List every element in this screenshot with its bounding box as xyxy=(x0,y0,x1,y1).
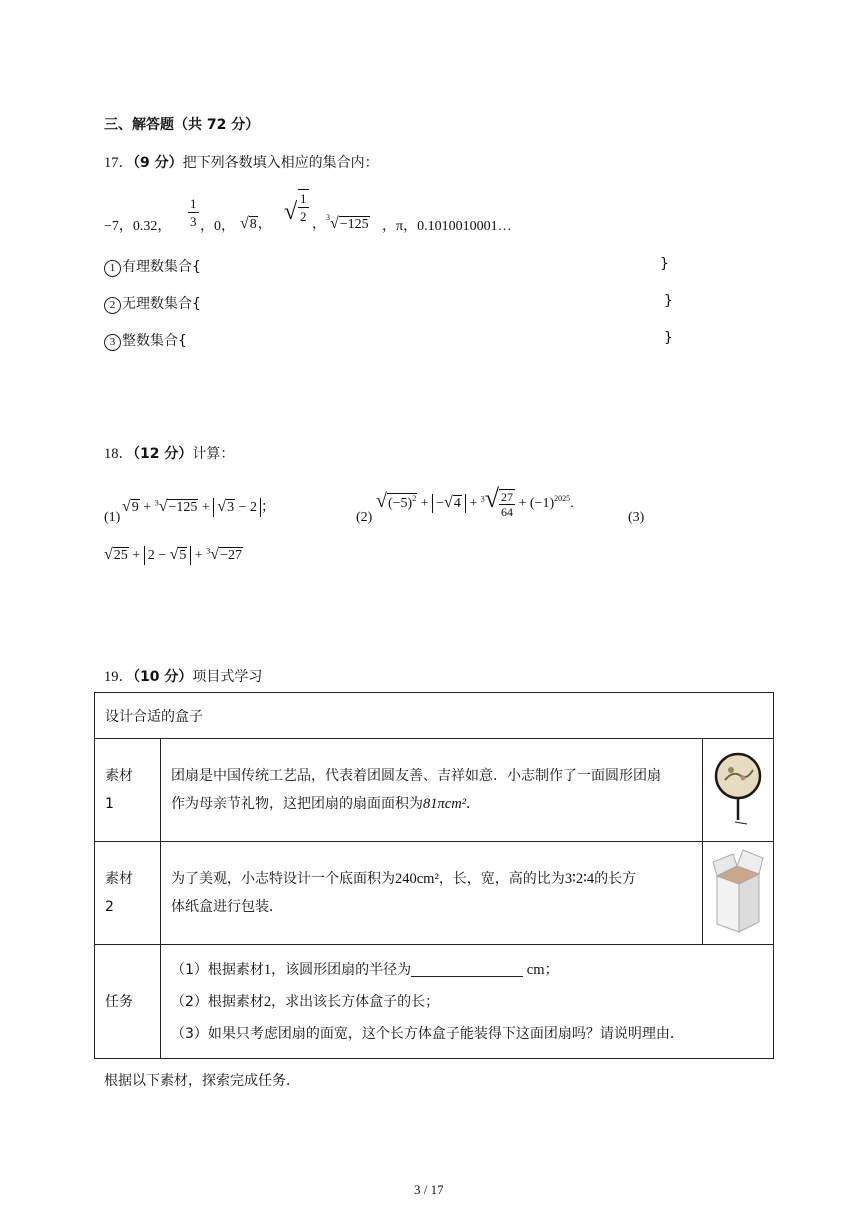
q17-set-rational: 1 有理数集合{ xyxy=(104,256,201,277)
fan-image xyxy=(703,739,774,842)
task-2: （2）根据素材2，求出该长方体盒子的长； xyxy=(171,993,440,1010)
material-1-text: 团扇是中国传统工艺品，代表着团圆友善、吉祥如意．小志制作了一面圆形团扇 作为母亲节礼物，这把团扇的扇面面积为81πcm²． xyxy=(161,739,703,842)
q17-score: （9 分） xyxy=(133,155,183,171)
q17-set-irrational: 2 无理数集合{ xyxy=(104,293,201,314)
q19-after-text: 根据以下素材，探索完成任务． xyxy=(104,1073,300,1089)
task-1: （1）根据素材1，该圆形团扇的半径为 cm； xyxy=(171,961,560,978)
q18-score: （12 分） xyxy=(133,446,193,462)
q18-part2-label: (2) xyxy=(356,510,373,525)
material-2-label: 素材2 xyxy=(95,842,161,945)
section-title: 三、解答题（共 72 分） xyxy=(104,117,260,133)
q18-part1-expression: √9 + $^3$√−125 + √3 − 2 ； xyxy=(122,498,275,515)
answer-blank[interactable] xyxy=(411,962,523,977)
q17-numbers-a: −7，0.32， xyxy=(104,219,172,234)
task-label: 任务 xyxy=(95,945,161,1059)
task-text xyxy=(161,945,774,1059)
q17-numbers-tail: ，π，0.1010010001… xyxy=(382,219,512,234)
material-1-row xyxy=(95,739,774,842)
q17-numbers-b: ，0， xyxy=(200,219,235,234)
q17-set-irrational-close: } xyxy=(664,293,673,309)
q17-fraction-one-third: $\frac{1}{3}$ xyxy=(190,196,197,229)
task-3: （3）如果只考虑团扇的面宽，这个长方体盒子能装得下这面团扇吗？请说明理由． xyxy=(171,1025,684,1042)
q18-prompt: 计算： xyxy=(192,446,235,462)
q18-number: 18． xyxy=(104,446,133,462)
q17-number: 17． xyxy=(104,155,133,171)
material-2-text: 为了美观，小志特设计一个底面积为240cm²，长，宽，高的比为3∶2∶4的长方 体纸盒进行包装． xyxy=(161,842,703,945)
q17-cbrt-neg125: $^3$√−125 xyxy=(326,213,369,232)
circled-number-1: 1 xyxy=(104,260,121,277)
round-fan-icon xyxy=(713,748,763,828)
q17-set-rational-close: } xyxy=(660,256,669,272)
q17-set-integer: 3 整数集合{ xyxy=(104,330,187,351)
q18-part3-label: (3) xyxy=(628,510,645,525)
box-image xyxy=(703,842,774,945)
q18-part2-expression: $√(-5)^2 + -√4 + ^3√$ $\frac{27}{64}$ + $(-1)^{2025}$. xyxy=(376,484,574,519)
material-1-label: 素材1 xyxy=(95,739,161,842)
q17-heading xyxy=(104,151,379,172)
project-table xyxy=(94,692,774,1059)
table-title: 设计合适的盒子 xyxy=(95,693,774,739)
q19-number: 19． xyxy=(104,669,133,685)
q18-part3-expression: √25 + 2 − √5 + $^3$√−27 xyxy=(104,546,242,563)
paper-box-icon xyxy=(709,846,767,936)
task-row xyxy=(95,945,774,1059)
circled-number-2: 2 xyxy=(104,297,121,314)
q19-score: （10 分） xyxy=(133,669,193,685)
q17-prompt: 把下列各数填入相应的集合内： xyxy=(182,155,379,171)
page-number: 3 / 17 xyxy=(414,1182,444,1197)
table-title-row xyxy=(95,693,774,739)
q19-heading xyxy=(104,665,262,686)
q17-set-integer-close: } xyxy=(664,330,673,346)
q18-part1-label: (1) xyxy=(104,510,121,525)
q17-sqrt8: √8， xyxy=(240,215,272,232)
circled-number-3: 3 xyxy=(104,334,121,351)
q18-heading xyxy=(104,442,234,463)
material-2-row xyxy=(95,842,774,945)
q19-prompt: 项目式学习 xyxy=(192,669,263,685)
